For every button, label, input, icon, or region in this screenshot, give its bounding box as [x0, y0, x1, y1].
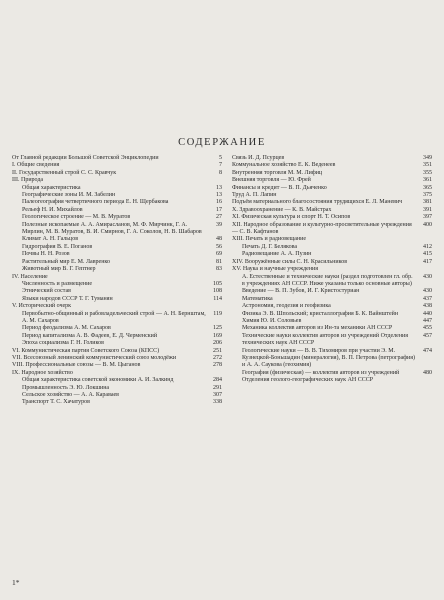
toc-entry-title: Полезные ископаемые А. А. Амирасланов, М. Ф. Мирчинк, Г. А. Мирлин, М. В. Муратов, В. И. Смирнов, Г. А. Соколов, Н. В. Шабаров	[22, 221, 202, 236]
toc-entry	[12, 333, 222, 340]
toc-entry	[12, 214, 222, 221]
toc-entry-page: 391	[423, 206, 432, 213]
toc-entry-title: Технические науки коллектив авторов из учреждений Отделения технических наук АН СССР	[242, 332, 409, 347]
toc-entry-page: 83	[216, 266, 222, 273]
toc-entry-page: 365	[423, 184, 432, 191]
toc-entry	[12, 385, 222, 392]
toc-entry	[232, 288, 432, 295]
toc-entry	[232, 199, 432, 206]
toc-entry-title: XII. Народное образование и культурно-просветительные учреждения — С. В. Кафтанов	[232, 221, 412, 236]
toc-entry-title: V. Исторический очерк	[12, 303, 72, 310]
toc-entry-title: II. Государственный строй С. С. Кравчук	[12, 169, 117, 176]
toc-entry-page: 17	[216, 206, 222, 213]
toc-entry	[12, 236, 222, 243]
toc-entry	[232, 185, 432, 192]
toc-entry-page: 375	[423, 192, 432, 199]
toc-entry	[232, 274, 432, 289]
toc-entry-page: 69	[216, 251, 222, 258]
toc-entry-title: Промышленность Э. Ю. Локшина	[22, 384, 110, 391]
toc-entry-page: 307	[213, 392, 222, 398]
toc-entry-title: I. Общие сведения	[12, 162, 60, 169]
toc-entry-page: 338	[213, 399, 222, 406]
toc-entry-title: Палеогеография четвертичного периода Е. Н. Щербакова	[22, 199, 169, 206]
toc-entry-page: 457	[423, 332, 432, 339]
toc-entry-title: Период капитализма А. В. Фадеев, Е. Д. Черменский	[22, 332, 158, 339]
toc-entry	[232, 296, 432, 303]
toc-entry	[12, 244, 222, 251]
toc-entry-page: 119	[213, 310, 222, 317]
toc-entry	[232, 207, 432, 214]
toc-entry-title: IX. Народное хозяйство	[12, 369, 73, 376]
toc-entry-title: Транспорт Т. С. Хачатуров	[22, 399, 90, 406]
toc-entry-title: Рельеф Н. И. Михайлов	[22, 206, 83, 213]
toc-entry-page: 108	[213, 288, 222, 295]
toc-entry-page: 169	[213, 332, 222, 339]
toc-entry	[232, 222, 432, 237]
toc-entry-page: 105	[213, 280, 222, 287]
toc-entry-title: Географические зоны И. М. Забелин	[22, 192, 116, 199]
toc-entry	[12, 377, 222, 384]
toc-entry-page: 13	[216, 184, 222, 191]
toc-entry-title: Численность и размещение	[22, 280, 93, 287]
toc-entry-title: VII. Всесоюзный ленинский коммунистический союз молодёжи	[12, 354, 177, 361]
toc-entry-page: 440	[423, 310, 432, 317]
toc-entry-page: 397	[423, 214, 432, 221]
toc-entry-page: 206	[213, 340, 222, 347]
toc-entry-title: VI. Коммунистическая партия Советского Союза (КПСС)	[12, 347, 160, 354]
toc-entry-title: География (физическая) — коллектив авторов из учреждений Отделения геолого-географических наук АН СССР	[242, 369, 400, 384]
toc-column-right	[232, 155, 432, 385]
toc-entry-title: XIII. Печать и радиовещание	[232, 236, 307, 243]
toc-entry-page: 251	[213, 347, 222, 354]
toc-entry-title: Внешняя торговля — Ю. Фрей	[232, 177, 311, 184]
toc-entry	[232, 251, 432, 258]
toc-entry	[232, 162, 432, 169]
toc-entry-page: 412	[423, 243, 432, 250]
toc-entry-title: Печать Д. Г. Белякова	[242, 243, 298, 250]
toc-entry-page: 125	[213, 325, 222, 332]
toc-entry-page: 355	[423, 169, 432, 176]
toc-entry	[12, 348, 222, 355]
toc-entry-page: 48	[216, 236, 222, 243]
toc-entry	[12, 185, 222, 192]
toc-entry	[12, 162, 222, 169]
toc-entry-title: Этнический состав	[22, 288, 72, 295]
toc-entry-title: Геологическое строение — М. В. Муратов	[22, 214, 131, 221]
toc-entry-page: 351	[423, 162, 432, 169]
toc-entry-page: 437	[423, 295, 432, 302]
toc-entry	[12, 199, 222, 206]
toc-entry-page: 415	[423, 251, 432, 258]
toc-entry-title: Общая характеристика	[22, 184, 81, 191]
toc-entry-page: 430	[423, 288, 432, 295]
toc-entry-title: XI. Физическая культура и спорт Н. Т. Осипов	[232, 214, 351, 221]
toc-entry	[12, 288, 222, 295]
toc-column-left	[12, 155, 222, 407]
toc-entry	[232, 177, 432, 184]
toc-entry-page: 417	[423, 258, 432, 265]
toc-entry-page: 447	[423, 317, 432, 324]
toc-entry	[232, 333, 432, 348]
toc-entry-title: Введение — В. П. Зубов, И. Г. Кристостуриан	[242, 288, 360, 295]
toc-entry-title: Период феодализма А. М. Сахаров	[22, 325, 111, 332]
toc-entry	[12, 259, 222, 266]
page-title: СОДЕРЖАНИЕ	[178, 137, 266, 148]
toc-entry-title: От Главной редакции Большой Советской Энциклопедии	[12, 155, 159, 161]
toc-entry-page: 13	[216, 192, 222, 199]
toc-entry	[232, 318, 432, 325]
toc-entry-page: 8	[219, 169, 222, 176]
toc-entry-page: 5	[219, 155, 222, 161]
toc-entry-title: Математика	[242, 295, 273, 302]
toc-entry-title: Животный мир В. Г. Гептнер	[22, 266, 96, 273]
toc-entry-page: 81	[216, 258, 222, 265]
toc-entry-page: 278	[213, 362, 222, 369]
toc-entry	[12, 266, 222, 273]
toc-entry-title: Физика Э. В. Шпольский; кристаллография Б. К. Вайнштейн	[242, 310, 399, 317]
toc-entry-title: VIII. Профессиональные союзы — В. М. Цыганов	[12, 362, 141, 369]
toc-entry	[12, 170, 222, 177]
toc-entry	[12, 296, 222, 303]
toc-entry	[12, 362, 222, 369]
toc-entry	[232, 214, 432, 221]
toc-entry-page: 114	[213, 295, 222, 302]
toc-entry-title: Геологические науки — В. В. Тихомиров при участии Э. М. Кузнецкой-Боньшадин (минералогия), В. П. Петрова (петрография) и А. А. Саукова (геохимия)	[242, 347, 415, 369]
toc-entry-page: 56	[216, 243, 222, 250]
toc-entry-page: 381	[423, 199, 432, 206]
toc-entry	[232, 244, 432, 251]
toc-entry-title: Труд А. П. Лапин	[232, 192, 277, 199]
toc-entry-title: Растительный мир Е. М. Лавренко	[22, 258, 111, 265]
toc-entry	[12, 303, 222, 310]
toc-entry-page: 430	[423, 273, 432, 280]
toc-entry-title: Коммунальное хозяйство Е. К. Веденеев	[232, 162, 336, 169]
toc-entry-title: Механика коллектив авторов из Ин-та механики АН СССР	[242, 325, 393, 332]
toc-entry-title: IV. Население	[12, 273, 48, 280]
toc-entry	[232, 348, 432, 370]
toc-entry-page: 455	[423, 325, 432, 332]
toc-entry-title: XV. Наука и научные учреждения	[232, 266, 318, 273]
toc-entry	[12, 222, 222, 237]
toc-entry-title: Финансы и кредит — В. П. Дьяченко	[232, 184, 327, 191]
toc-entry-title: Эпоха социализма Г. Н. Голиков	[22, 340, 104, 347]
toc-entry	[232, 311, 432, 318]
toc-entry	[232, 236, 432, 243]
toc-entry-page: 361	[423, 177, 432, 184]
toc-entry	[12, 340, 222, 347]
toc-entry	[12, 325, 222, 332]
toc-entry	[12, 274, 222, 281]
toc-entry-title: Гидрография В. Е. Поганов	[22, 243, 93, 250]
toc-entry-page: 7	[219, 162, 222, 169]
toc-entry-title: Химия Ю. И. Соловьев	[242, 317, 302, 324]
toc-entry-page: 291	[213, 384, 222, 391]
page-number: 1*	[12, 578, 20, 587]
toc-entry-page: 400	[423, 221, 432, 228]
toc-entry-page: 16	[216, 199, 222, 206]
toc-entry-title: Климат А. Н. Гальцов	[22, 236, 79, 243]
toc-entry	[232, 325, 432, 332]
toc-entry-title: Сельское хозяйство — А. А. Караваев	[22, 392, 119, 398]
toc-entry	[12, 399, 222, 406]
toc-entry-title: X. Здравоохранение — К. В. Майстрах	[232, 206, 332, 213]
toc-entry-title: Общая характеристика советской экономики А. И. Залкинд	[22, 377, 174, 384]
toc-entry-page: 480	[423, 369, 432, 376]
toc-entry-page: 438	[423, 303, 432, 310]
toc-entry	[232, 303, 432, 310]
toc-entry-page: 284	[213, 377, 222, 384]
toc-entry-title: Подъём материального благосостояния трудящихся Е. Л. Маневич	[232, 199, 403, 206]
toc-entry-title: Астрономия, геодезия и геофизика	[242, 303, 331, 310]
toc-entry-title: А. Естественные и технические науки (раздел подготовлен гл. обр. в учреждениях АН СССР. Ниже указаны только основные авторы)	[242, 273, 413, 287]
toc-entry-page: 27	[216, 214, 222, 221]
toc-entry-title: Внутренняя торговля М. М. Лифиц	[232, 169, 323, 176]
toc-entry	[12, 207, 222, 214]
toc-entry-title: Первобытно-общинный и рабовладельческий строй — А. Н. Бернштам, А. М. Сахаров	[22, 310, 206, 324]
toc-entry-page: 349	[423, 155, 432, 161]
toc-entry	[12, 177, 222, 184]
toc-entry	[232, 370, 432, 385]
toc-entry-title: XIV. Вооружённые силы С. Н. Красильников	[232, 258, 348, 265]
toc-entry-page: 272	[213, 354, 222, 361]
toc-entry-page: 39	[216, 221, 222, 228]
toc-entry-title: III. Природа	[12, 177, 44, 184]
toc-entry	[12, 311, 222, 326]
toc-entry-title: Языки народов СССР Т. Г. Туманян	[22, 295, 113, 302]
toc-entry-title: Почвы Н. Н. Розов	[22, 251, 70, 258]
toc-entry-title: Радиовещание А. А. Пузин	[242, 251, 312, 258]
toc-entry	[232, 259, 432, 266]
toc-entry-title: Связь И. Д. Псурцев	[232, 155, 285, 161]
toc-entry	[12, 251, 222, 258]
toc-entry-page: 474	[423, 347, 432, 354]
toc-entry	[232, 266, 432, 273]
toc-entry	[12, 392, 222, 399]
